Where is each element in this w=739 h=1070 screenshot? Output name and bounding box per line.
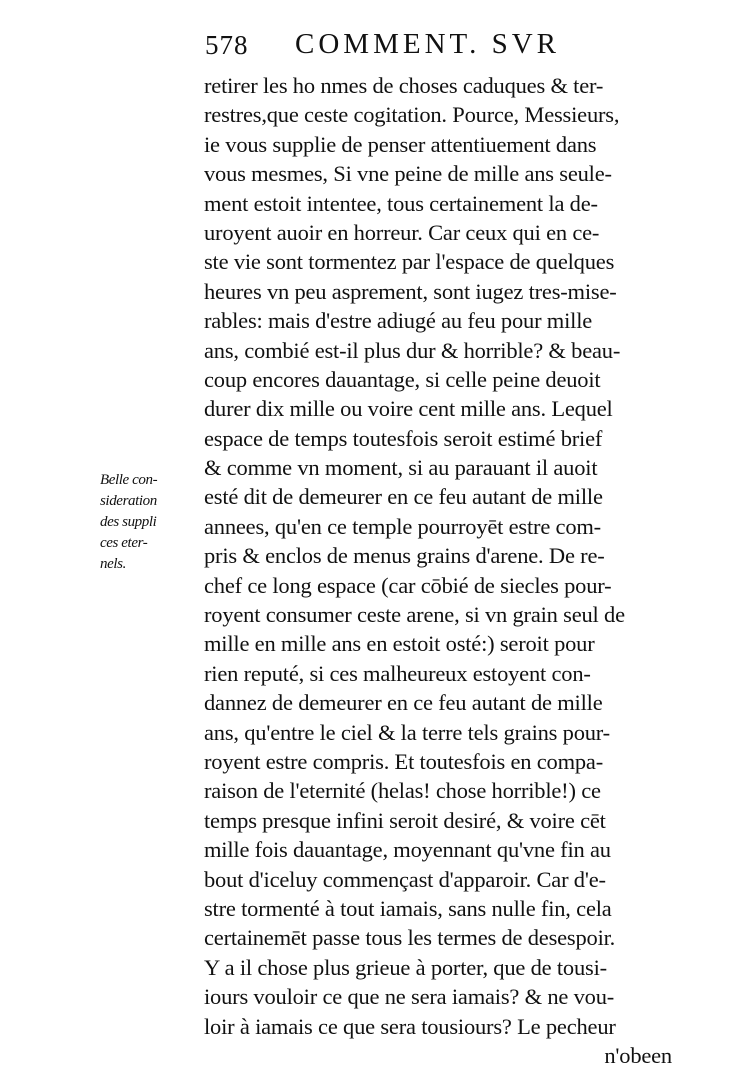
text-line: esté dit de demeurer en ce feu autant de mille — [204, 484, 603, 510]
running-title: COMMENT. SVR — [295, 28, 560, 60]
text-line: pris & enclos de menus grains d'arene. De re- — [204, 543, 605, 569]
text-line: certainemēt passe tous les termes de desespoir. — [204, 925, 616, 951]
text-line: espace de temps toutesfois seroit estimé brief — [204, 425, 603, 451]
text-line: & comme vn moment, si au parauant il auoit — [204, 455, 598, 481]
text-line: mille fois dauantage, moyennant qu'vne fin au — [204, 837, 611, 863]
text-line: dannez de demeurer en ce feu autant de mille — [204, 690, 603, 716]
page-header — [205, 28, 665, 68]
text-line: stre tormenté à tout iamais, sans nulle fin, cela — [204, 895, 612, 921]
marginal-note — [100, 470, 200, 575]
marginal-note-line: sideration — [100, 493, 157, 509]
page-number: 578 — [205, 30, 249, 60]
text-line: coup encores dauantage, si celle peine deuoit — [204, 366, 601, 392]
text-line: ie vous supplie de penser attentiuement dans — [204, 131, 597, 157]
body-text — [204, 71, 672, 1070]
text-line: ans, qu'entre le ciel & la terre tels grains pour- — [204, 719, 610, 745]
text-line: durer dix mille ou voire cent mille ans. Lequel — [204, 396, 613, 422]
marginal-note-line: des suppli — [100, 514, 157, 530]
text-line: ment estoit intentee, tous certainement la de- — [204, 190, 598, 216]
text-line: chef ce long espace (car cōbié de siecles pour- — [204, 572, 612, 598]
text-line: heures vn peu asprement, sont iugez tres-mise- — [204, 278, 617, 304]
text-line: ste vie sont tormentez par l'espace de quelques — [204, 249, 615, 275]
text-line: mille en mille ans en estoit osté:) seroit pour — [204, 631, 595, 657]
text-line: royent consumer ceste arene, si vn grain seul de — [204, 602, 625, 628]
text-line: ans, combié est-il plus dur & horrible? & beau- — [204, 337, 621, 363]
catchword: n'obeen — [604, 1042, 672, 1068]
text-line: raison de l'eternité (helas! chose horrible!) ce — [204, 778, 601, 804]
text-line: restres,que ceste cogitation. Pource, Messieurs, — [204, 102, 620, 128]
text-line: bout d'iceluy commençast d'apparoir. Car d'e- — [204, 866, 606, 892]
text-line: iours vouloir ce que ne sera iamais? & ne vou- — [204, 984, 615, 1010]
text-line: temps presque infini seroit desiré, & voire cēt — [204, 807, 606, 833]
text-line: royent estre compris. Et toutesfois en compa- — [204, 748, 604, 774]
text-line: rables: mais d'estre adiugé au feu pour mille — [204, 308, 593, 334]
text-line: Y a il chose plus grieue à porter, que de tousi- — [204, 954, 607, 980]
marginal-note-line: Belle con- — [100, 472, 158, 488]
text-line: rien reputé, si ces malheureux estoyent con- — [204, 660, 591, 686]
marginal-note-line: ces eter- — [100, 535, 148, 551]
text-line: retirer les ho nmes de choses caduques & ter- — [204, 73, 604, 98]
text-line: vous mesmes, Si vne peine de mille ans seule- — [204, 161, 612, 187]
text-line: loir à iamais ce que sera tousiours? Le pecheur — [204, 1013, 616, 1039]
marginal-note-line: nels. — [100, 556, 126, 572]
text-line: uroyent auoir en horreur. Car ceux qui en ce- — [204, 219, 600, 245]
text-line: annees, qu'en ce temple pourroyēt estre com- — [204, 513, 601, 539]
